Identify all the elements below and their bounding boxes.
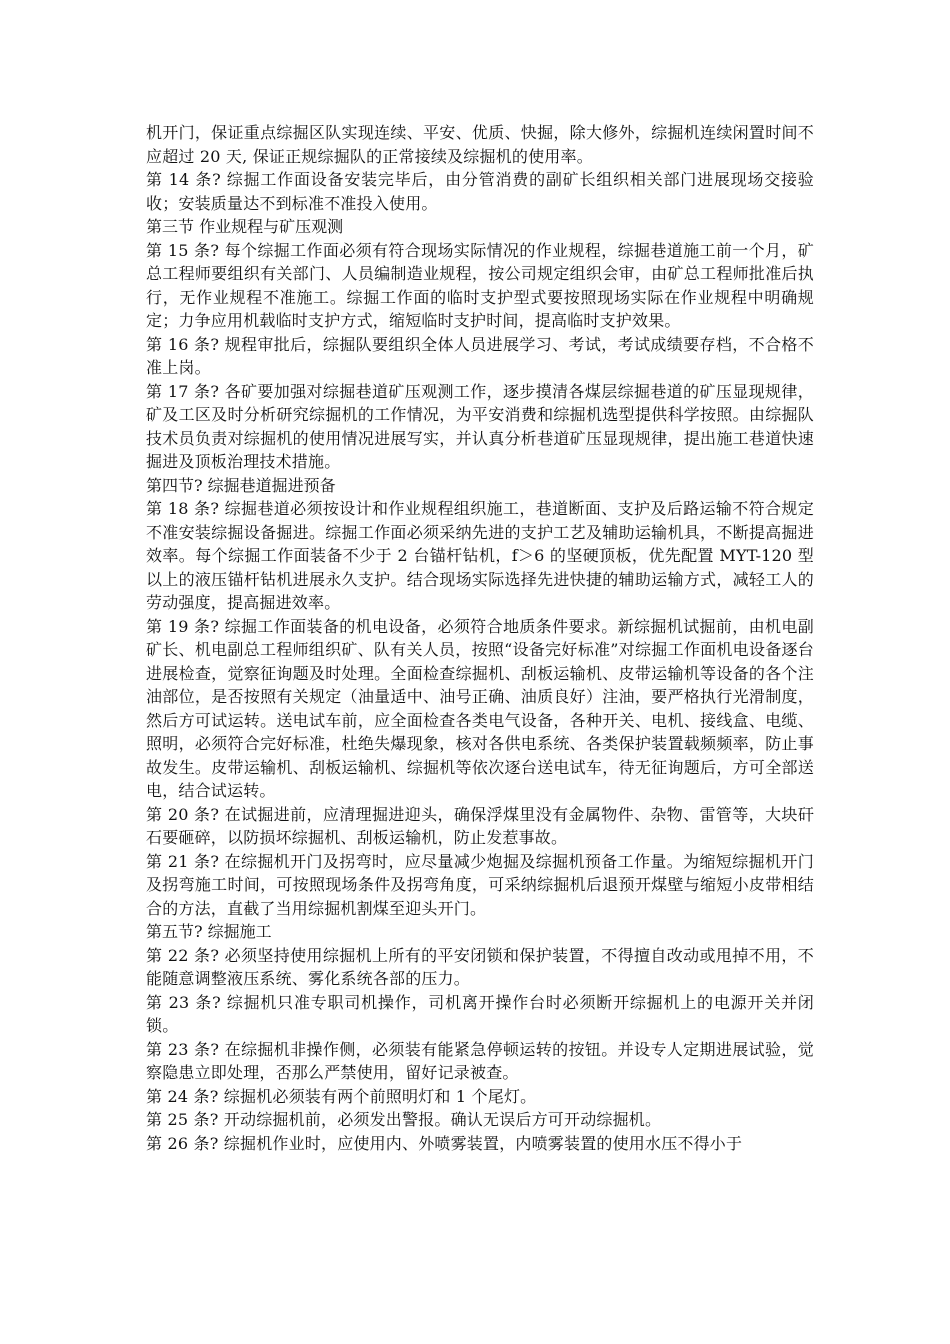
- paragraph: 第 20 条? 在试掘进前，应清理掘进迎头，确保浮煤里没有金属物件、杂物、雷管等，大块矸石要砸碎，以防损坏综掘机、刮板运输机，防止发惹事故。: [146, 804, 814, 847]
- paragraph: 第 25 条? 开动综掘机前，必须发出警报。确认无误后方可开动综掘机。: [146, 1110, 662, 1129]
- paragraph: 第 16 条? 规程审批后，综掘队要组织全体人员进展学习、考试，考试成绩要存档，不合格不准上岗。: [146, 334, 814, 377]
- section-heading: 第三节 作业规程与矿压观测: [146, 217, 344, 236]
- paragraph: 第 17 条? 各矿要加强对综掘巷道矿压观测工作，逐步摸清各煤层综掘巷道的矿压显现规律，矿及工区及时分析研究综掘机的工作情况，为平安消费和综掘机选型提供科学按照。由综掘队技术员负责对综掘机的使用情况进展写实，并认真分析巷道矿压显现规律，提出施工巷道快速掘进及顶板治理技术措施。: [146, 381, 814, 471]
- paragraph: 第 14 条? 综掘工作面设备安装完毕后，由分管消费的副矿长组织相关部门进展现场交接验收；安装质量达不到标准不准投入使用。: [146, 170, 814, 213]
- paragraph: 第 24 条? 综掘机必须装有两个前照明灯和 1 个尾灯。: [146, 1086, 537, 1106]
- paragraph: 第 22 条? 必须坚持使用综掘机上所有的平安闭锁和保护装置，不得擅自改动或甩掉不用，不能随意调整液压系统、雾化系统各部的压力。: [146, 945, 814, 988]
- paragraph: 第 21 条? 在综掘机开门及拐弯时，应尽量减少炮掘及综掘机预备工作量。为缩短综掘机开门及拐弯施工时间，可按照现场条件及拐弯角度，可采纳综掘机后退预开煤壁与缩短小皮带相结合的方法，直截了当用综掘机割煤至迎头开门。: [146, 851, 814, 918]
- paragraph: 第 19 条? 综掘工作面装备的机电设备，必须符合地质条件要求。新综掘机试掘前，由机电副矿长、机电副总工程师组织矿、队有关人员，按照“设备完好标准”对综掘工作面机电设备逐台进展检查，觉察征询题及时处理。全面检查综掘机、刮板运输机、皮带运输机等设备的各个注油部位，是否按照有关规定（油量适中、油号正确、油质良好）注油，要严格执行光滑制度，然后方可试运转。送电试车前，应全面检查各类电气设备，各种开关、电机、接线盒、电缆、照明，必须符合完好标准，杜绝失爆现象，核对各供电系统、各类保护装置载频频率，防止事故发生。皮带运输机、刮板运输机、综掘机等依次逐台送电试车，待无征询题后，方可全部送电，结合试运转。: [146, 616, 814, 800]
- paragraph: 第 18 条? 综掘巷道必须按设计和作业规程组织施工，巷道断面、支护及后路运输不符合规定不准安装综掘设备掘进。综掘工作面必须采纳先进的支护工艺及辅助运输机具，不断提高掘进效率。每个综掘工作面装备不少于 2 台锚杆钻机，f＞6 的坚硬顶板，优先配置 MYT-120 型以上的液压锚杆钻机进展永久支护。结合现场实际选择先进快捷的辅助运输方式，减轻工人的劳动强度，提高掘进效率。: [146, 499, 814, 612]
- paragraph: 第 23 条? 综掘机只准专职司机操作，司机离开操作台时必须断开综掘机上的电源开关并闭锁。: [146, 992, 814, 1035]
- section-heading: 第四节? 综掘巷道掘进预备: [146, 475, 336, 495]
- paragraph: 第 23 条? 在综掘机非操作侧，必须装有能紧急停顿运转的按钮。并设专人定期进展试验，觉察隐患立即处理，否那么严禁使用，留好记录被查。: [146, 1039, 814, 1082]
- section-heading: 第五节? 综掘施工: [146, 922, 272, 941]
- paragraph: 第 15 条? 每个综掘工作面必须有符合现场实际情况的作业规程，综掘巷道施工前一个月，矿总工程师要组织有关部门、人员编制造业规程，按公司规定组织会审，由矿总工程师批准后执行，无作业规程不准施工。综掘工作面的临时支护型式要按照现场实际在作业规程中明确规定；力争应用机载临时支护方式，缩短临时支护时间，提高临时支护效果。: [146, 240, 814, 330]
- paragraph: 第 26 条? 综掘机作业时，应使用内、外喷雾装置，内喷雾装置的使用水压不得小于: [146, 1133, 743, 1153]
- paragraph: 机开门，保证重点综掘区队实现连续、平安、优质、快掘，除大修外，综掘机连续闲置时间不应超过 20 天, 保证正规综掘队的正常接续及综掘机的使用率。: [146, 123, 814, 166]
- document-page: [146, 121, 814, 1155]
